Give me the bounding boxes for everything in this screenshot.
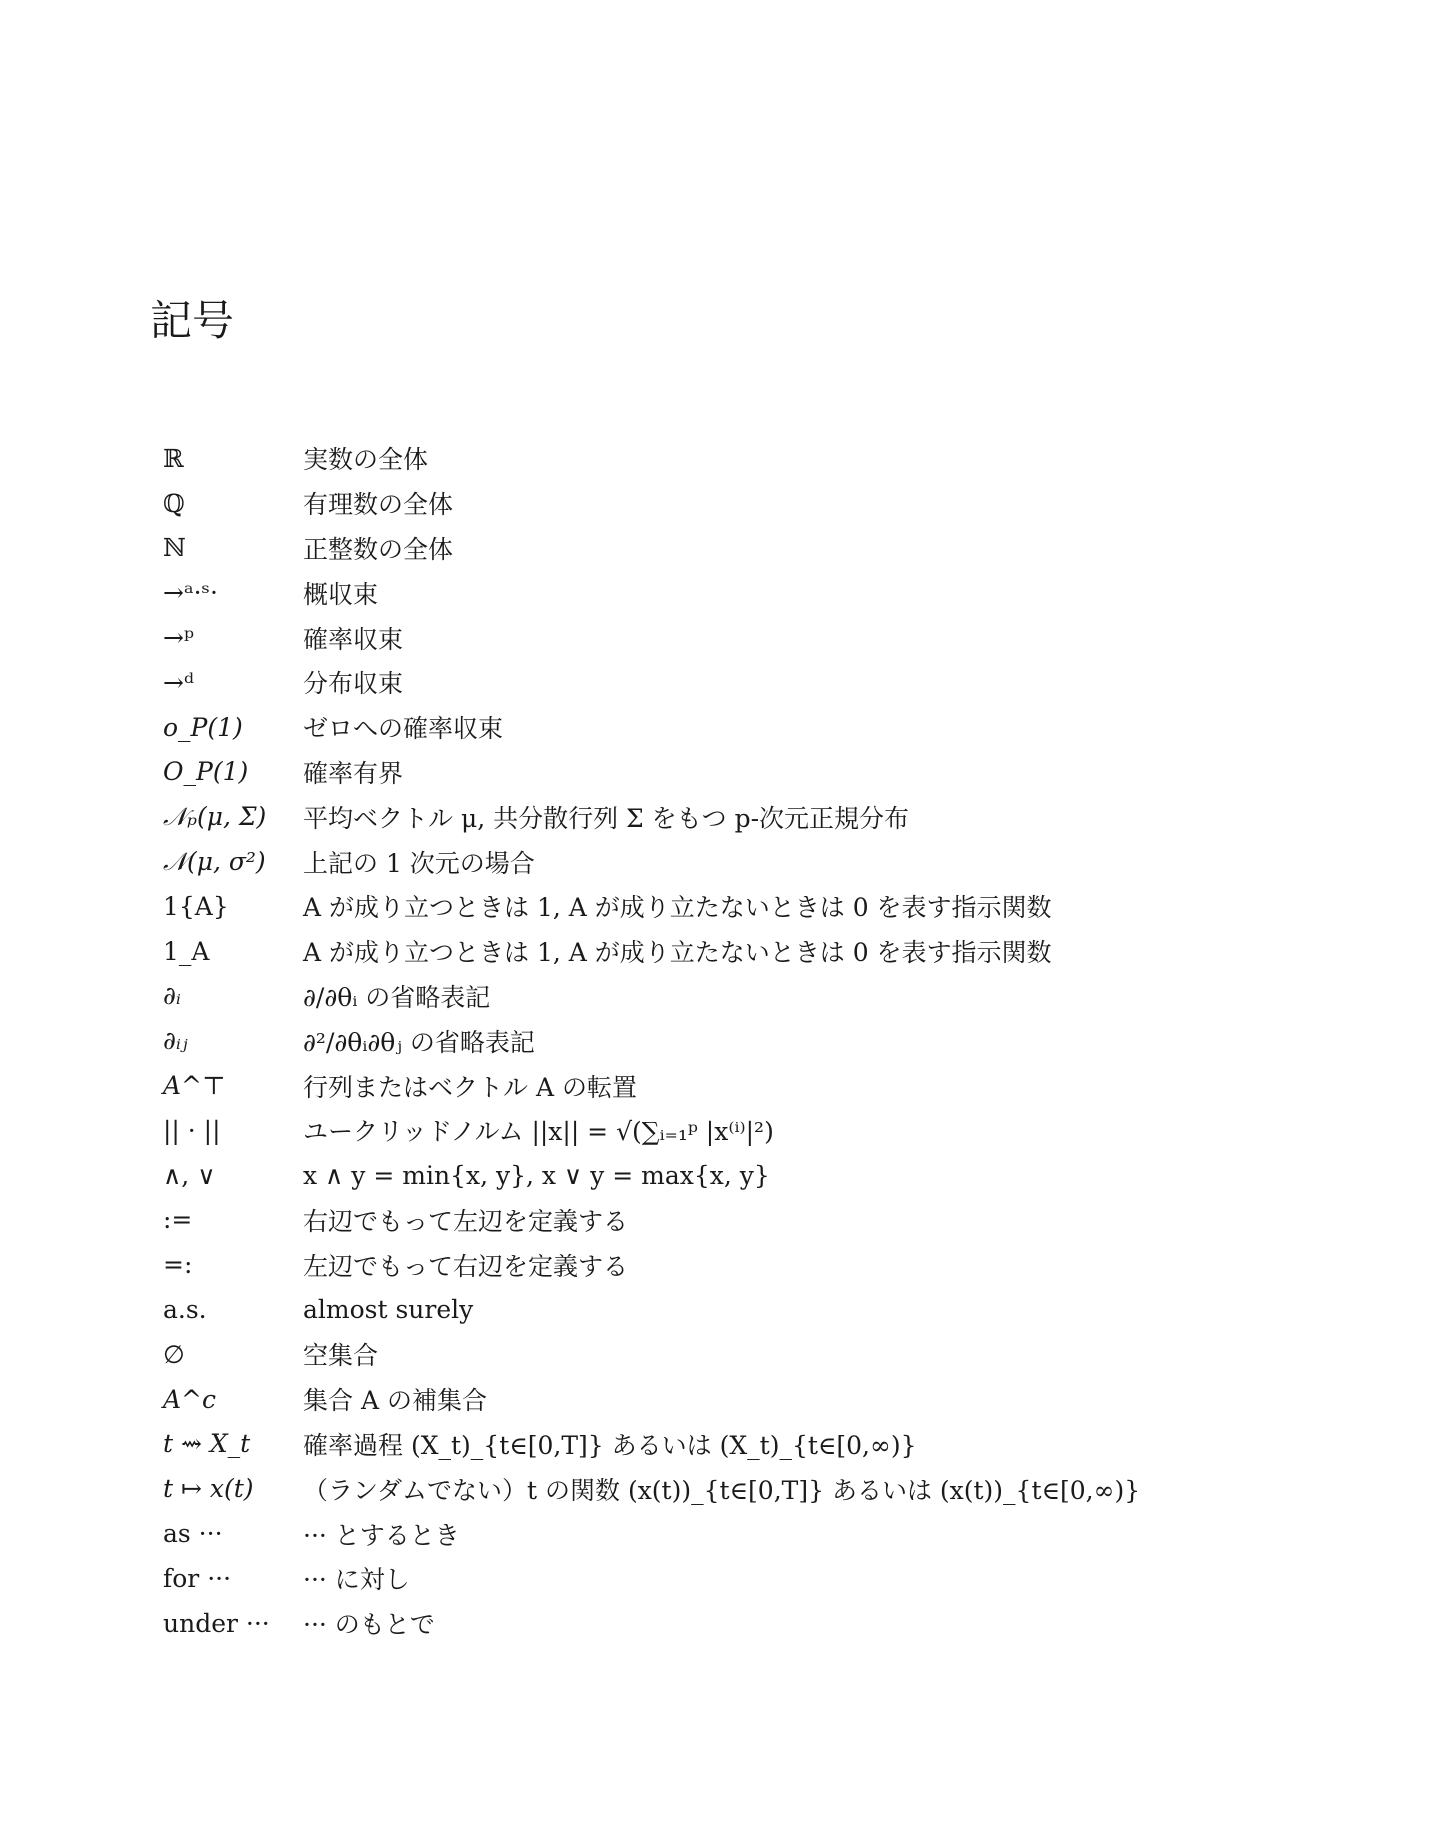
notation-symbol: →ᵖ: [163, 623, 194, 653]
notation-row: [163, 974, 1303, 1019]
notation-symbol: under ···: [163, 1608, 270, 1638]
notation-row: [163, 750, 1303, 795]
notation-description: 空集合: [303, 1341, 379, 1371]
notation-symbol: A^⊤: [163, 1071, 226, 1101]
notation-row: [163, 660, 1303, 705]
notation-symbol: O_P(1): [163, 757, 249, 787]
notation-symbol: a.s.: [163, 1295, 207, 1325]
notation-description: 分布収束: [303, 669, 404, 699]
notation-description: 概収束: [303, 579, 379, 609]
notation-description: 平均ベクトル μ, 共分散行列 Σ をもつ p-次元正規分布: [303, 803, 910, 833]
notation-description: 有理数の全体: [303, 490, 454, 520]
notation-description: ゼロへの確率収束: [303, 714, 504, 744]
notation-description: 実数の全体: [303, 445, 429, 475]
notation-symbol: →ᵈ: [163, 667, 194, 697]
notation-symbol: →ᵃ·ˢ·: [163, 578, 218, 608]
notation-row: [163, 481, 1303, 526]
notation-row: [163, 1198, 1303, 1243]
notation-row: [163, 526, 1303, 571]
notation-description: 正整数の全体: [303, 534, 454, 564]
notation-symbol: ℝ: [163, 443, 184, 473]
notation-description: 上記の 1 次元の場合: [303, 848, 535, 878]
notation-row: [163, 1063, 1303, 1108]
notation-symbol: ∧, ∨: [163, 1160, 216, 1190]
notation-row: [163, 1422, 1303, 1467]
notation-description: 確率過程 (X_t)_{t∈[0,T]} あるいは (X_t)_{t∈[0,∞)}: [303, 1430, 917, 1460]
notation-description: A が成り立つときは 1, A が成り立たないときは 0 を表す指示関数: [303, 893, 1052, 923]
notation-symbol: =:: [163, 1250, 193, 1280]
notation-table: [163, 436, 1303, 1646]
notation-row: [163, 1511, 1303, 1556]
notation-row: [163, 839, 1303, 884]
notation-row: [163, 615, 1303, 660]
notation-row: [163, 1287, 1303, 1332]
notation-row: [163, 705, 1303, 750]
notation-row: [163, 1466, 1303, 1511]
notation-symbol: t ⇝ X_t: [163, 1429, 251, 1459]
notation-description: 確率有界: [303, 758, 404, 788]
notation-row: [163, 1108, 1303, 1153]
notation-description: x ∧ y = min{x, y}, x ∨ y = max{x, y}: [303, 1160, 770, 1190]
notation-description: ··· とするとき: [303, 1520, 460, 1550]
notation-description: 確率収束: [303, 624, 404, 654]
page-title: 記号: [150, 296, 235, 345]
notation-row: [163, 929, 1303, 974]
notation-description: ··· に対し: [303, 1565, 410, 1595]
notation-description: 集合 A の補集合: [303, 1386, 487, 1416]
notation-description: ∂/∂θᵢ の省略表記: [303, 982, 491, 1012]
notation-description: ··· のもとで: [303, 1610, 435, 1640]
notation-row: [163, 1556, 1303, 1601]
notation-symbol: ∂ᵢ: [163, 981, 181, 1011]
notation-symbol: ∂ᵢⱼ: [163, 1026, 188, 1056]
notation-symbol: 1_A: [163, 936, 210, 966]
notation-symbol: A^c: [163, 1384, 217, 1414]
notation-row: [163, 1242, 1303, 1287]
notation-symbol: ℕ: [163, 533, 186, 563]
notation-description: 右辺でもって左辺を定義する: [303, 1206, 629, 1236]
notation-description: 行列またはベクトル A の転置: [303, 1072, 637, 1102]
notation-symbol: as ···: [163, 1519, 223, 1549]
notation-row: [163, 1153, 1303, 1198]
notation-row: [163, 1377, 1303, 1422]
notation-row: [163, 1601, 1303, 1646]
notation-description: （ランダムでない）t の関数 (x(t))_{t∈[0,T]} あるいは (x(t))_{t∈[0,∞)}: [303, 1475, 1141, 1505]
notation-symbol: for ···: [163, 1563, 232, 1593]
notation-description: ∂²/∂θᵢ∂θⱼ の省略表記: [303, 1027, 535, 1057]
notation-row: [163, 570, 1303, 615]
notation-symbol: 1{A}: [163, 891, 229, 921]
notation-row: [163, 884, 1303, 929]
notation-description: 左辺でもって右辺を定義する: [303, 1251, 629, 1281]
notation-symbol: 𝒩ₚ(μ, Σ): [163, 801, 267, 831]
notation-symbol: ∅: [163, 1339, 185, 1369]
notation-symbol: ℚ: [163, 488, 185, 518]
notation-description: almost surely: [303, 1295, 474, 1325]
notation-description: A が成り立つときは 1, A が成り立たないときは 0 を表す指示関数: [303, 938, 1052, 968]
notation-symbol: t ↦ x(t): [163, 1474, 254, 1504]
notation-row: [163, 1018, 1303, 1063]
notation-symbol: 𝒩(μ, σ²): [163, 846, 266, 876]
notation-description: ユークリッドノルム ||x|| = √(∑ᵢ₌₁ᵖ |x⁽ⁱ⁾|²): [303, 1117, 774, 1147]
notation-row: [163, 794, 1303, 839]
notation-symbol: || · ||: [163, 1115, 221, 1145]
notation-symbol: :=: [163, 1205, 193, 1235]
notation-row: [163, 436, 1303, 481]
notation-row: [163, 1332, 1303, 1377]
notation-symbol: o_P(1): [163, 712, 243, 742]
